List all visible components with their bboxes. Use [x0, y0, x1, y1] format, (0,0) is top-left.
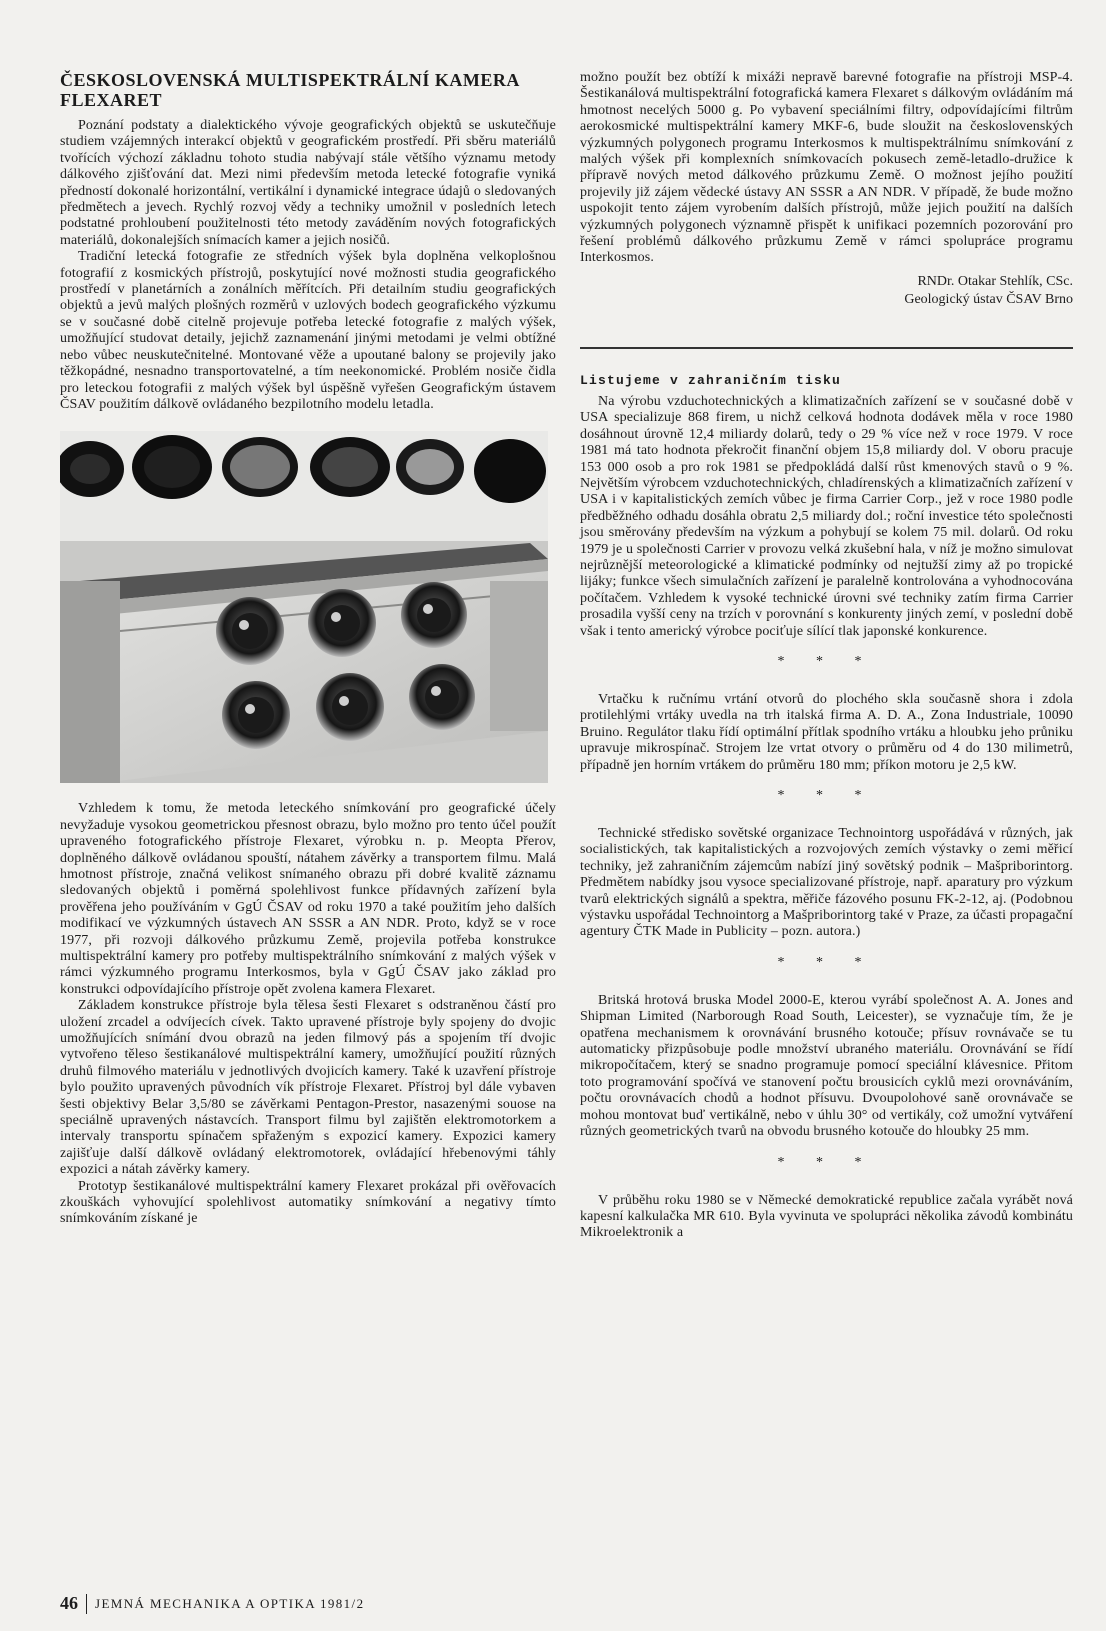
page-footer	[60, 1593, 364, 1614]
news-item: Na výrobu vzduchotechnických a klimatizačních zařízení se v současné době v USA specializuje 868 firem, u nichž celková hodnota dodávek měla v roce 1980 dosáhnout úrovně 12,4 miliardy dolarů, tedy o 29 % více než v roce 1979. V roce 1981 má tato hodnota překročit finanční objem 15,8 miliardy dol. V oboru pracuje 153 000 osob a pro rok 1981 se předpokládá další růst kmenových stavů o 9 %. Největším výrobcem vzduchotechnických, chladírenských a klimatizačních zařízení v USA i v kapitalistických zemích vůbec je firma Carrier Corp., jež v roce 1980 podle předběžného odhadu dosáhla obratu 2,5 miliardy dol.; roční investice této společnosti jsou směrovány především na výzkum a pohybují se kolem 75 mil. dolarů. Od roku 1979 je u společnosti Carrier v provozu velká zkušební hala, v níž je možno simulovat nejrůznější meteorologické a klimatické podmínky od nejtužší zimy až po tropické lijáky; funkce všech simulačních zařízení je paralelně kontrolována a vyhodnocována počítačem. Vzhledem k vysoké technické úrovni své techniky zatím firma Carrier prosadila vyšší ceny na trzích v porovnání s konkurenty jiných zemí, v poslední době však i tento americký výrobce pociťuje sílící tlak japonské konkurence.	[580, 393, 1073, 639]
article-paragraph: Tradiční letecká fotografie ze středních výšek byla doplněna velkoplošnou fotografií z kosmických přístrojů, poskytující nové možnosti studia geografického prostředí v planetárních a zonálních měřítcích. Při detailním studiu geografických objektů a jevů malých plošných rozměrů v uzlových bodech geografického výzkumu se v současné době citelně projevuje potřeba letecké fotografie z malých výšek, umožňující studovat detaily, jejichž zaznamenání jinými metodami je velmi obtížné nebo vůbec neuskutečnitelné. Montované věže a upoutané balony se projevily jako těžkopádné, nesnadno transportovatelné, a tím neekonomické. Problém nosiče čidla pro leteckou fotografii z malých výšek byl úspěšně vyřešen Geografickým ústavem ČSAV použitím dálkově ovládaného bezpilotního modelu letadla.	[60, 249, 556, 412]
article-continuation: možno použít bez obtíží k mixáži nepravě barevné fotografie na přístroji MSP-4. Šestikanálová multispektrální fotografická kamera Flexaret s dálkovým ovládáním má hmotnost necelých 5000 g. Po vybavení speciálními filtry, odpovídajícími filtrům aerokosmické multispektrální kamery MKF-6, bude sloužit na československých výzkumných polygonech programu Interkosmos k multispektrálnímu snímkování z malých výšek při komplexních snímkovacích pokusech země-letadlo-družice k přípravě nových metod dálkového průzkumu Země. O možnost jejího použití projevily již zájem vědecké ústavy AN SSSR a AN NDR. V případě, že bude možno uspokojit tento zájem vyrobením dalších přístrojů, může jejich použití na dalších výzkumných polygonech významně přispět k unifikaci pozemních pozorování pro řešení problémů dálkového průzkumu Země v rámci spolupráce programu Interkosmos.	[580, 70, 1073, 266]
article-paragraph: Základem konstrukce přístroje byla tělesa šesti Flexaret s odstraněnou částí pro uložení zrcadel a odvíjecích cívek. Takto upravené přístroje byly spojeny do dvojic umožňujících snímání dvou obrazů na jeden filmový pás a spojením tří dvojic vytvořeno těleso šestikanálové multispektrální kamery, umožňující použití různých druhů filmového materiálu v jednotlivých dvojicích kamery. Také k uzavření přístroje bylo použito upravených původních vík přístroje Flexaret. Přístroj byl dále vybaven šesti objektivy Belar 3,5/80 se závěrkami Pentagon-Prestor, nasazenými souose na speciálně upravených nástavcích. Transport filmu byl zajištěn elektromotorkem a intervaly transportu spínačem spřaženým s expozicí kamery. Expozici kamery zajišťuje další dálkově ovládaný elektromotorek, ovládající hřebenovými táhly expozici a nátah závěrky kamery.	[60, 998, 556, 1178]
news-item: Vrtačku k ručnímu vrtání otvorů do plochého skla současně shora i zdola protilehlými vrtáky uvedla na trh italská firma A. D. A., Zona Industriale, 10090 Bruino. Regulátor tlaku řídí optimální přítlak spodního vrtáku a hloubku jeho průniku upravuje mikrospínač. Strojem lze vrtat otvory o průměru od 4 do 130 milimetrů, případně jen horním vrtákem do průměru 180 mm; příkon motoru je 2,5 kW.	[580, 691, 1073, 773]
page-number: 46	[60, 1593, 78, 1613]
author-signature	[580, 273, 1073, 309]
author-name: RNDr. Otakar Stehlík, CSc.	[917, 273, 1073, 289]
left-column	[60, 70, 556, 1228]
camera-illustration	[60, 431, 548, 783]
separator-stars: * * *	[777, 653, 876, 669]
separator-stars: * * *	[777, 954, 876, 970]
article-lead: Poznání podstaty a dialektického vývoje geografických objektů se uskutečňuje studiem vzájemných interakcí objektů v geografickém prostředí. Při sběru materiálů tvořících výchozí základnu tohoto studia nabývají stále většího významu metody dálkového zjišťování dat. Mezi nimi především metoda letecké fotografie vyniká předností dokonalé horizontální, vertikální i dynamické integrace údajů o sledovaných předmětech a jevech. Rychlý rozvoj vědy a techniky umožnil v posledních letech podstatné prohloubení použitelnosti této metody zaváděním nových fotografických materiálů, dokonalejších snímacích kamer a jejich nosičů.	[60, 118, 556, 248]
footer-divider	[86, 1594, 87, 1614]
separator-stars: * * *	[777, 788, 876, 803]
article-paragraph: Vzhledem k tomu, že metoda leteckého snímkování pro geografické účely nevyžaduje vysokou geometrickou přesnost obrazu, bylo možno pro tento účel použít upraveného fotografického přístroje Flexaret, výrobku n. p. Meopta Přerov, doplněného dálkově ovládanou spouští, nátahem závěrky a transportem filmu. Malá hmotnost přístroje, značná velikost snímaného obrazu při dobré kvalitě záznamu sledovaných objektů i poměrná spolehlivost funkce přídavných zařízení byla prověřena jeho používáním v GgÚ ČSAV od roku 1970 a také použitím jeho dalších modifikací ve výzkumných ústavech AN SSSR a AN NDR. Proto, když se v roce 1977, při rozvoji dálkového průzkumu Země, projevila potřeba konstrukce multispektrální kamery pro potřeby multispektrálního snímkování z malých výšek v rámci výzkumného programu Interkosmos, byla v GgÚ ČSAV jako základ pro konstrukci odpovídajícího přístroje opět zvolena kamera Flexaret.	[60, 801, 556, 997]
news-item: V průběhu roku 1980 se v Německé demokratické republice začala vyrábět nová kapesní kalkulačka MR 610. Byla vyvinuta ve spolupráci několika závodů kombinátu Mikroelektronik a	[580, 1192, 1073, 1241]
camera-photo	[60, 431, 548, 783]
article-title: ČESKOSLOVENSKÁ MULTISPEKTRÁLNÍ KAMERA FLEXARET	[60, 70, 519, 110]
news-item: Britská hrotová bruska Model 2000-E, kterou vyrábí společnost A. A. Jones and Shipman Limited (Narborough Road South, Leicester), se vyznačuje tím, že je opatřena mechanismem k orovnávání brusného kotouče; přísuv rovnávače se tu automaticky přizpůsobuje podle množství ubraného materiálu. Orovnávání se řídí mikropočítačem, který se snadno programuje pomocí speciální klávesnice. Přitom toto programování spočívá ve stanovení počtu brousicích cyklů mezi orovnáváním, počtu orovnávacích chodů a hodnot přísuvu. Dvoupolohové saně orovnávače se mohou montovat buď vertikálně, nebo v úhlu 30° od vertikály, což umožní vytváření různých geometrických tvarů na obvodu brusného kotouče do hloubky 25 mm.	[580, 992, 1073, 1140]
section-divider	[580, 347, 1073, 349]
article-paragraph: Prototyp šestikanálové multispektrální kamery Flexaret prokázal při ověřovacích zkouškách vyhovující spolehlivost automatiky snímkování a negativy tímto snímkováním získané je	[60, 1178, 556, 1227]
journal-name: JEMNÁ MECHANIKA A OPTIKA 1981/2	[95, 1595, 365, 1611]
right-column	[580, 70, 1073, 1242]
section-heading: Listujeme v zahraničním tisku	[580, 372, 842, 388]
news-item: Technické středisko sovětské organizace Technointorg uspořádává v různých, jak socialistických, tak kapitalistických a rozvojových zemích výstavky o zemi měřicí techniky, jež zahraničním zájemcům nabízí jiný sovětský podnik – Mašpriborintorg. Předmětem nabídky jsou vysoce specializované přístroje, např. aparatury pro výzkum tvarů elektrických signálů a spektra, měřiče fázového posunu FK-2-12, aj. (Podobnou výstavku uspořádal Technointorg a Mašpriborintorg také v Praze, za účasti propagační agentury ČTK Made in Publicity – pozn. autora.)	[580, 826, 1073, 940]
author-institution: Geologický ústav ČSAV Brno	[904, 291, 1073, 307]
separator-stars: * * *	[777, 1154, 876, 1170]
